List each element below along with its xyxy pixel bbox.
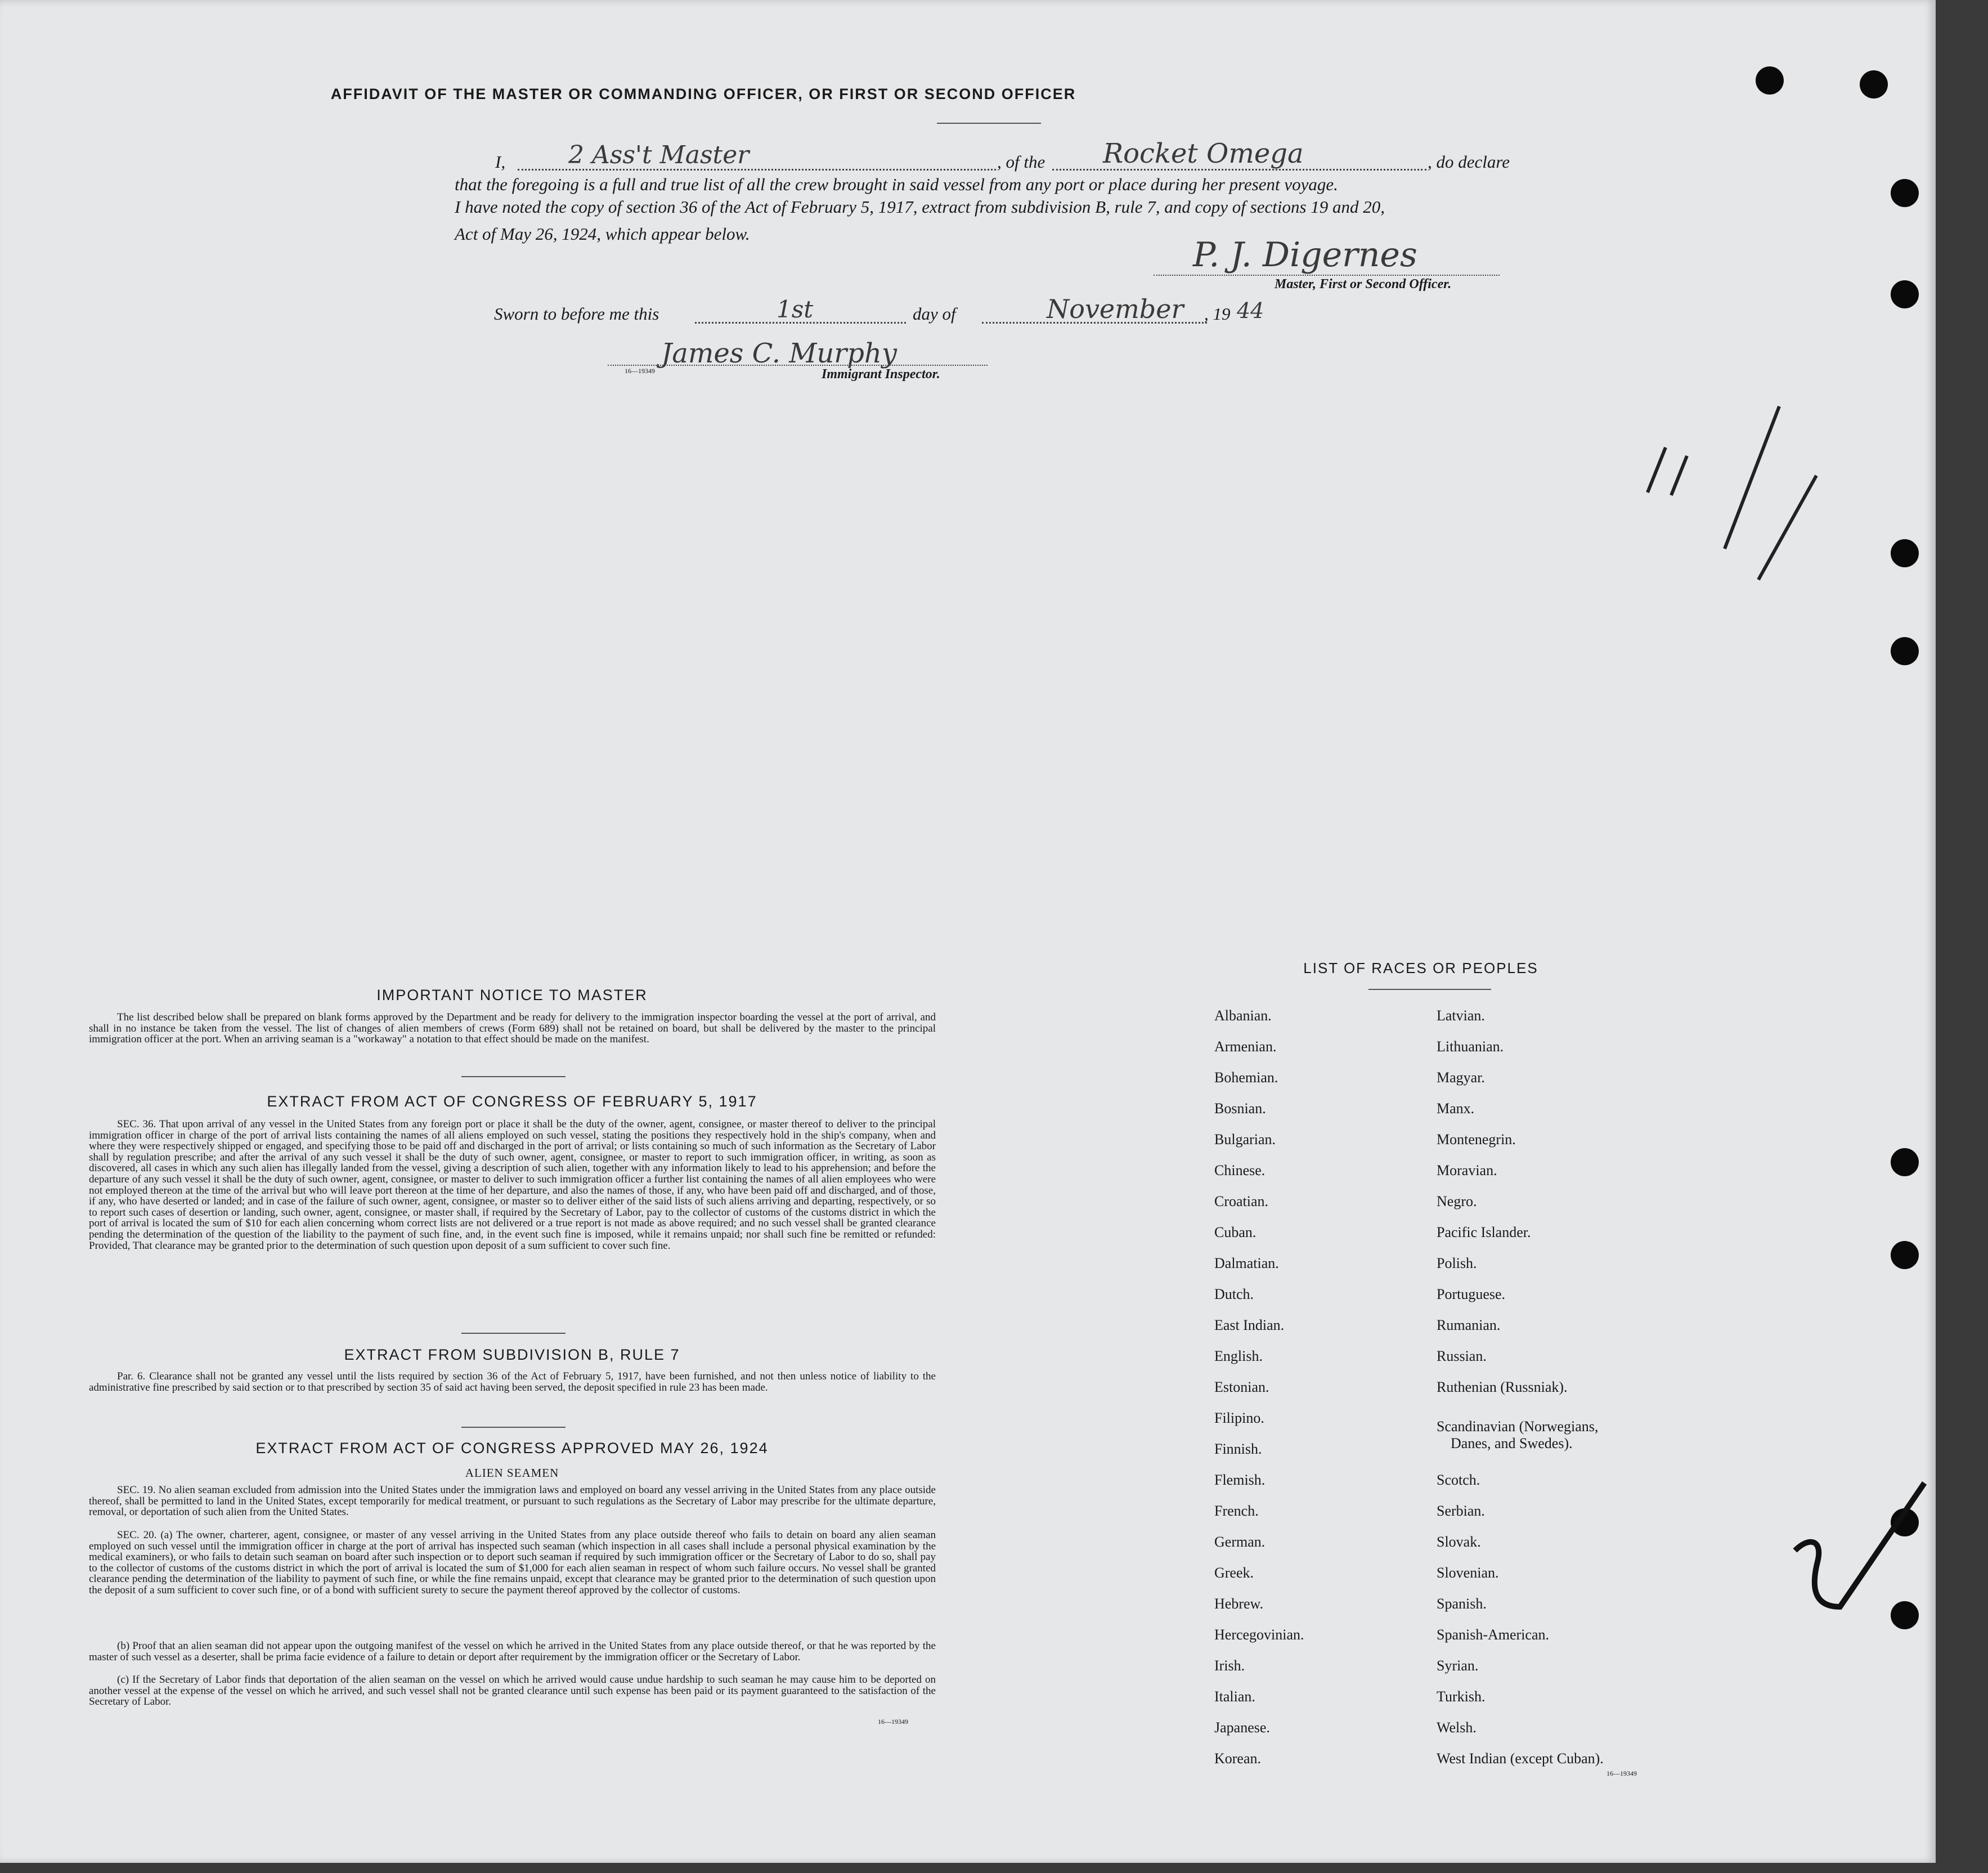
- race-item: Scotch.: [1437, 1472, 1480, 1488]
- year-prefix: , 19: [1204, 304, 1231, 324]
- extract-form-number: 16—19349: [878, 1718, 908, 1726]
- race-item: Moravian.: [1437, 1162, 1497, 1179]
- notice-title: IMPORTANT NOTICE TO MASTER: [376, 987, 648, 1003]
- race-item: Korean.: [1214, 1750, 1262, 1767]
- race-item: Spanish.: [1437, 1596, 1487, 1612]
- sworn-text: Sworn to before me this: [494, 304, 659, 324]
- pencil-tally-marks: [1632, 394, 1834, 608]
- extract-1924-title: EXTRACT FROM ACT OF CONGRESS APPROVED MAY 26, 1924: [255, 1440, 769, 1457]
- sworn-day: 1st: [777, 295, 814, 323]
- race-item: Finnish.: [1214, 1441, 1262, 1457]
- race-item: Croatian.: [1214, 1193, 1269, 1209]
- race-item: Latvian.: [1437, 1007, 1485, 1024]
- races-title: LIST OF RACES OR PEOPLES: [1303, 960, 1538, 976]
- race-item: Pacific Islander.: [1437, 1224, 1531, 1240]
- check-mark: [1778, 1463, 1930, 1632]
- race-item: Bulgarian.: [1214, 1131, 1276, 1148]
- signature-caption: Master, First or Second Officer.: [1275, 277, 1452, 292]
- race-item: Negro.: [1437, 1193, 1477, 1209]
- race-item: Dutch.: [1214, 1286, 1254, 1302]
- subdivision-b-title: EXTRACT FROM SUBDIVISION B, RULE 7: [344, 1346, 680, 1363]
- punch-hole-2: [1860, 70, 1888, 98]
- punch-hole-5: [1891, 539, 1919, 567]
- subdivision-b-text: Par. 6. Clearance shall not be granted any vessel until the lists required by section 36 of the Act of February 5, 1917, have been furnished, and not then unless notice of liability to the administrative fine prescribed by said section or to that prescribed by section 35 of said act having been served, the deposit specified in rule 23 has been made.: [89, 1370, 936, 1393]
- extract-1917-divider: [461, 1333, 566, 1334]
- race-item: Danes, and Swedes).: [1451, 1435, 1573, 1451]
- race-item: Italian.: [1214, 1688, 1255, 1705]
- race-item: English.: [1214, 1348, 1263, 1364]
- affidavit-line2: that the foregoing is a full and true list of all the crew brought in said vessel from any port or place during her present voyage.: [455, 174, 1338, 194]
- race-item: Flemish.: [1214, 1472, 1266, 1488]
- affidavit-form-number: 16—19349: [625, 367, 655, 375]
- notice-text: The list described below shall be prepared on blank forms approved by the Department and be ready for delivery to the immigration inspector boarding the vessel at the port of arrival, and shall in no instance be taken from the vessel. The list of changes of alien members of crews (Form 689) shall not be retained on board, but shall be delivered by the master to the principal immigration officer at the port. When an arriving seaman is a "workaway" a notation to that effect should be made on the manifest.: [89, 1011, 936, 1046]
- race-item: West Indian (except Cuban).: [1437, 1750, 1604, 1767]
- race-item: Portuguese.: [1437, 1286, 1506, 1302]
- inspector-signature: James C. Murphy: [661, 338, 897, 369]
- race-item: East Indian.: [1214, 1317, 1285, 1333]
- race-item: Syrian.: [1437, 1657, 1479, 1674]
- race-item: Cuban.: [1214, 1224, 1256, 1240]
- race-item: Slovak.: [1437, 1534, 1481, 1550]
- race-item: Ruthenian (Russniak).: [1437, 1379, 1568, 1395]
- race-item: French.: [1214, 1503, 1259, 1519]
- race-item: Irish.: [1214, 1657, 1245, 1674]
- affidavit-i: I,: [495, 152, 506, 172]
- filled-officer: 2 Ass't Master: [568, 141, 750, 169]
- race-item: Montenegrin.: [1437, 1131, 1516, 1148]
- race-item: Turkish.: [1437, 1688, 1486, 1705]
- race-item: Manx.: [1437, 1100, 1475, 1117]
- race-item: Bosnian.: [1214, 1100, 1266, 1117]
- inspector-line: [608, 365, 988, 366]
- race-item: Serbian.: [1437, 1503, 1485, 1519]
- extract-1924-subtitle: ALIEN SEAMEN: [465, 1466, 559, 1480]
- title-divider: [937, 123, 1041, 124]
- sec19-text: SEC. 19. No alien seaman excluded from admission into the United States under the immigration laws and employed on board any vessel arriving in the United States from any place outside thereof, shall be permitted to land in the United States, except temporarily for medical treatment, or pursuant to such regulations as the Secretary of Labor may prescribe for the ultimate departure, removal, or deportation of such alien from the United States.: [89, 1484, 936, 1518]
- affidavit-of-the: , of the: [997, 152, 1045, 172]
- race-item: Magyar.: [1437, 1069, 1485, 1086]
- race-item: Slovenian.: [1437, 1565, 1499, 1581]
- race-item: Chinese.: [1214, 1162, 1266, 1179]
- inspector-caption: Immigrant Inspector.: [822, 367, 940, 382]
- punch-hole-7: [1891, 1148, 1919, 1176]
- day-of-text: day of: [913, 304, 956, 324]
- punch-hole-1: [1756, 66, 1784, 95]
- race-item: Hebrew.: [1214, 1596, 1264, 1612]
- race-item: German.: [1214, 1534, 1266, 1550]
- races-form-number: 16—19349: [1606, 1769, 1637, 1777]
- race-item: Japanese.: [1214, 1719, 1270, 1736]
- races-divider: [1368, 989, 1491, 990]
- sec20c-text: (c) If the Secretary of Labor finds that deportation of the alien seaman on the vessel on which he arrived would cause undue hardship to such seaman he may cause him to be deported on another vessel at the expense of the vessel on which he arrived, and such vessel shall not be granted clearance until such expense has been paid or its payment guaranteed to the satisfaction of the Secretary of Labor.: [89, 1674, 936, 1708]
- race-item: Rumanian.: [1437, 1317, 1501, 1333]
- affidavit-do-declare: , do declare: [1428, 152, 1510, 172]
- extract-1917-text: SEC. 36. That upon arrival of any vessel in the United States from any foreign port or place it shall be the duty of the owner, agent, consignee, or master thereof to deliver to the principal immigration officer in charge of the port of arrival lists containing the names of all aliens employed on such vessel, stating the positions they respectively hold in the ship's company, when and where they were respectively shipped or engaged, and specifying those to be paid off and discharged in the port of arrival; or lists containing so much of such information as the Secretary of Labor shall by regulation prescribe; and after the arrival of any such vessel it shall be the duty of such owner, agent, consignee, or master to report to such immigration officer, in writing, as soon as discovered, all cases in which any such alien has illegally landed from the vessel, giving a description of such alien, together with any information likely to lead to his apprehension; and before the departure of any such vessel it shall be the duty of such owner, agent, consignee, or master to deliver to such immigration officer a further list containing the names of all alien employees who were not employed thereon at the time of the arrival but who will leave port thereon at the time of her departure, and also the names of those, if any, who have been paid off and discharged, and of those, if any, who have deserted or landed; and in case of the failure of such owner, agent, consignee, or master so to deliver either of the said lists of such aliens arriving and departing, respectively, or so to report such cases of desertion or landing, such owner, agent, consignee, or master shall, if required by the Secretary of Labor, pay to the collector of customs of the customs district in which the port of arrival is located the sum of $10 for each alien concerning whom correct lists are not delivered or a true report is not made as above required; and no such vessel shall be granted clearance pending the determination of the question of the liability to the payment of such fine, and, in the event such fine is imposed, while it remains unpaid; nor shall such fine be remitted or refunded: Provided, That clearance may be granted prior to the determination of such question upon deposit of a sum sufficient to cover such fine.: [89, 1118, 936, 1252]
- notice-divider: [461, 1076, 566, 1077]
- race-item: Greek.: [1214, 1565, 1254, 1581]
- race-item: Scandinavian (Norwegians,: [1437, 1418, 1599, 1435]
- race-item: Spanish-American.: [1437, 1626, 1550, 1643]
- affidavit-line3: I have noted the copy of section 36 of the Act of February 5, 1917, extract from subdivision B, rule 7, and copy of sections 19 and 20,: [455, 197, 1385, 217]
- master-signature: P. J. Digernes: [1193, 235, 1417, 275]
- sec20b-text: (b) Proof that an alien seaman did not appear upon the outgoing manifest of the vessel on which he arrived in the United States from any place outside thereof, or that he was reported by the master of such vessel as a deserter, shall be prima facie evidence of a failure to detain or deport after requirement by the immigration officer or the Secretary of Labor.: [89, 1640, 936, 1663]
- signature-line: [1154, 275, 1500, 276]
- race-item: Dalmatian.: [1214, 1255, 1279, 1271]
- affidavit-line4: Act of May 26, 1924, which appear below.: [455, 224, 750, 244]
- race-item: Albanian.: [1214, 1007, 1272, 1024]
- race-item: Armenian.: [1214, 1038, 1277, 1055]
- race-item: Welsh.: [1437, 1719, 1477, 1736]
- sworn-year: 44: [1237, 298, 1264, 323]
- extract-1917-title: EXTRACT FROM ACT OF CONGRESS OF FEBRUARY 5, 1917: [267, 1093, 757, 1110]
- sworn-month: November: [1047, 294, 1184, 324]
- race-item: Lithuanian.: [1437, 1038, 1504, 1055]
- race-item: Hercegovinian.: [1214, 1626, 1304, 1643]
- race-item: Estonian.: [1214, 1379, 1269, 1395]
- race-item: Filipino.: [1214, 1410, 1264, 1426]
- race-item: Russian.: [1437, 1348, 1487, 1364]
- filled-vessel: Rocket Omega: [1103, 138, 1304, 169]
- race-item: Bohemian.: [1214, 1069, 1278, 1086]
- punch-hole-8: [1891, 1241, 1919, 1269]
- punch-hole-3: [1891, 179, 1919, 207]
- subdivision-b-divider: [461, 1427, 566, 1428]
- punch-hole-6: [1891, 637, 1919, 665]
- race-item: Polish.: [1437, 1255, 1477, 1271]
- sec20a-text: SEC. 20. (a) The owner, charterer, agent, consignee, or master of any vessel arriving in the United States from any place outside thereof who fails to detain on board any alien seaman employed on such vessel until the immigration officer in charge at the port of arrival has inspected such seaman (which inspection in all cases shall include a personal physical examination by the medical examiners), or who fails to detain such seaman on board after such inspection or to deport such seaman if required by such immigration officer or the Secretary of Labor to do so, shall pay to the collector of customs of the customs district in which the port of arrival is located the sum of $1,000 for each alien seaman in respect of whom such failure occurs. No vessel shall be granted clearance pending the determination of the liability to payment of such fine, or while the fine remains unpaid, except that clearance may be granted prior to the determination of such question upon the deposit of a sum sufficient to cover such fine, or of a bond with sufficient surety to secure the payment thereof approved by the collector of customs.: [89, 1529, 936, 1596]
- punch-hole-4: [1891, 280, 1919, 308]
- affidavit-title: AFFIDAVIT OF THE MASTER OR COMMANDING OFFICER, OR FIRST OR SECOND OFFICER: [330, 86, 1076, 102]
